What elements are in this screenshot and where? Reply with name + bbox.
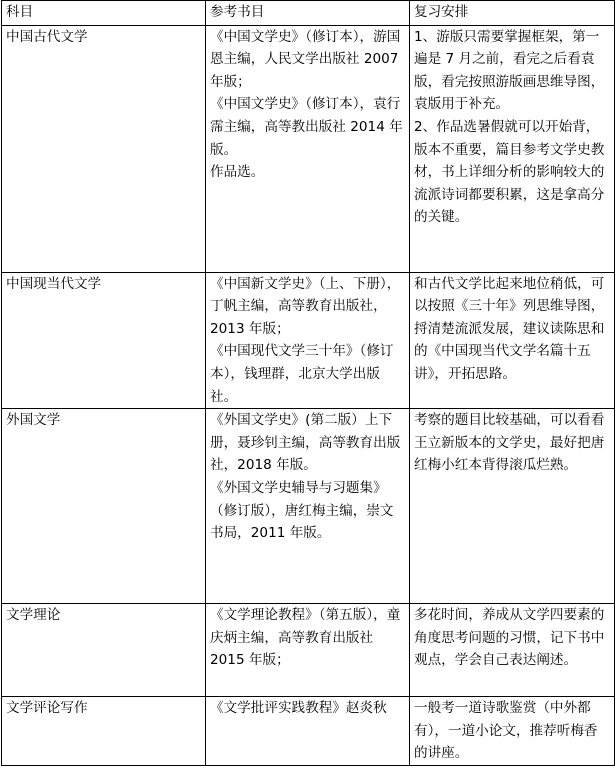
book-entry: 《中国现代文学三十年》（修订本），钱理群，北京大学出版社。 bbox=[210, 343, 394, 405]
plan-cell bbox=[410, 25, 615, 272]
plan-paragraph: 一般考一道诗歌鉴赏（中外都有），一道小论文，推荐听梅香的讲座。 bbox=[414, 700, 598, 762]
plan-cell bbox=[410, 409, 615, 604]
book-entry: 《中国新文学史》（上、下册），丁帆主编，高等教育出版社，2013 年版； bbox=[210, 275, 401, 337]
review-plan-table bbox=[1, 0, 615, 766]
book-entry: 《中国文学史》（修订本），游国恩主编，人民文学出版社 2007 年版； bbox=[210, 28, 401, 90]
books-cell bbox=[206, 697, 410, 766]
header-review-plan: 复习安排 bbox=[410, 1, 615, 26]
subject-cell: 文学评论写作 bbox=[2, 697, 206, 766]
plan-paragraph: 2、作品选暑假就可以开始背，版本不重要，篇目参考文学史教材，书上详细分析的影响较大的流派诗词都要积累，这是拿高分的关键。 bbox=[414, 118, 605, 226]
book-entry: 《中国文学史》（修订本），袁行霈主编，高等教出版社 2014 年版。 bbox=[210, 96, 403, 158]
header-subject: 科目 bbox=[2, 1, 206, 26]
subject-cell: 中国现当代文学 bbox=[2, 272, 206, 409]
plan-cell bbox=[410, 272, 615, 409]
plan-cell bbox=[410, 604, 615, 697]
book-entry: 作品选。 bbox=[210, 164, 265, 181]
table-row bbox=[2, 272, 615, 409]
book-entry: 《文学理论教程》（第五版），童庆炳主编，高等教育出版社 2015 年版； bbox=[210, 607, 401, 669]
book-entry: 《文学批评实践教程》赵炎秋 bbox=[210, 700, 387, 717]
table-row bbox=[2, 604, 615, 697]
table-header-row bbox=[2, 1, 615, 26]
book-entry: 《外国文学史》(第二版）上下册，聂珍钊主编，高等教育出版社，2018 年版。 bbox=[210, 412, 401, 474]
subject-cell: 文学理论 bbox=[2, 604, 206, 697]
plan-paragraph: 考察的题目比较基础，可以看看王立新版本的文学史，最好把唐红梅小红本背得滚瓜烂熟。 bbox=[414, 412, 605, 474]
books-cell bbox=[206, 409, 410, 604]
plan-paragraph: 多花时间，养成从文学四要素的角度思考问题的习惯，记下书中观点，学会自己表达阐述。 bbox=[414, 607, 605, 669]
books-cell bbox=[206, 272, 410, 409]
books-cell bbox=[206, 25, 410, 272]
table-row bbox=[2, 409, 615, 604]
book-entry: 《外国文学史辅导与习题集》（修订版），唐红梅主编，崇文书局，2011 年版。 bbox=[210, 479, 394, 542]
table-row bbox=[2, 697, 615, 766]
subject-cell: 中国古代文学 bbox=[2, 25, 206, 272]
subject-cell: 外国文学 bbox=[2, 409, 206, 604]
table-row bbox=[2, 25, 615, 272]
plan-paragraph: 和古代文学比起来地位稍低，可以按照《三十年》列思维导图，捋清楚流派发展，建议读陈思和的《中国现当代文学名篇十五讲》，开拓思路。 bbox=[414, 275, 605, 382]
plan-paragraph: 1、游版只需要掌握框架，第一遍是 7 月之前，看完之后看袁版，看完按照游版画思维导图，袁版用于补充。 bbox=[414, 28, 605, 113]
header-reference-books: 参考书目 bbox=[206, 1, 410, 26]
books-cell bbox=[206, 604, 410, 697]
plan-cell bbox=[410, 697, 615, 766]
